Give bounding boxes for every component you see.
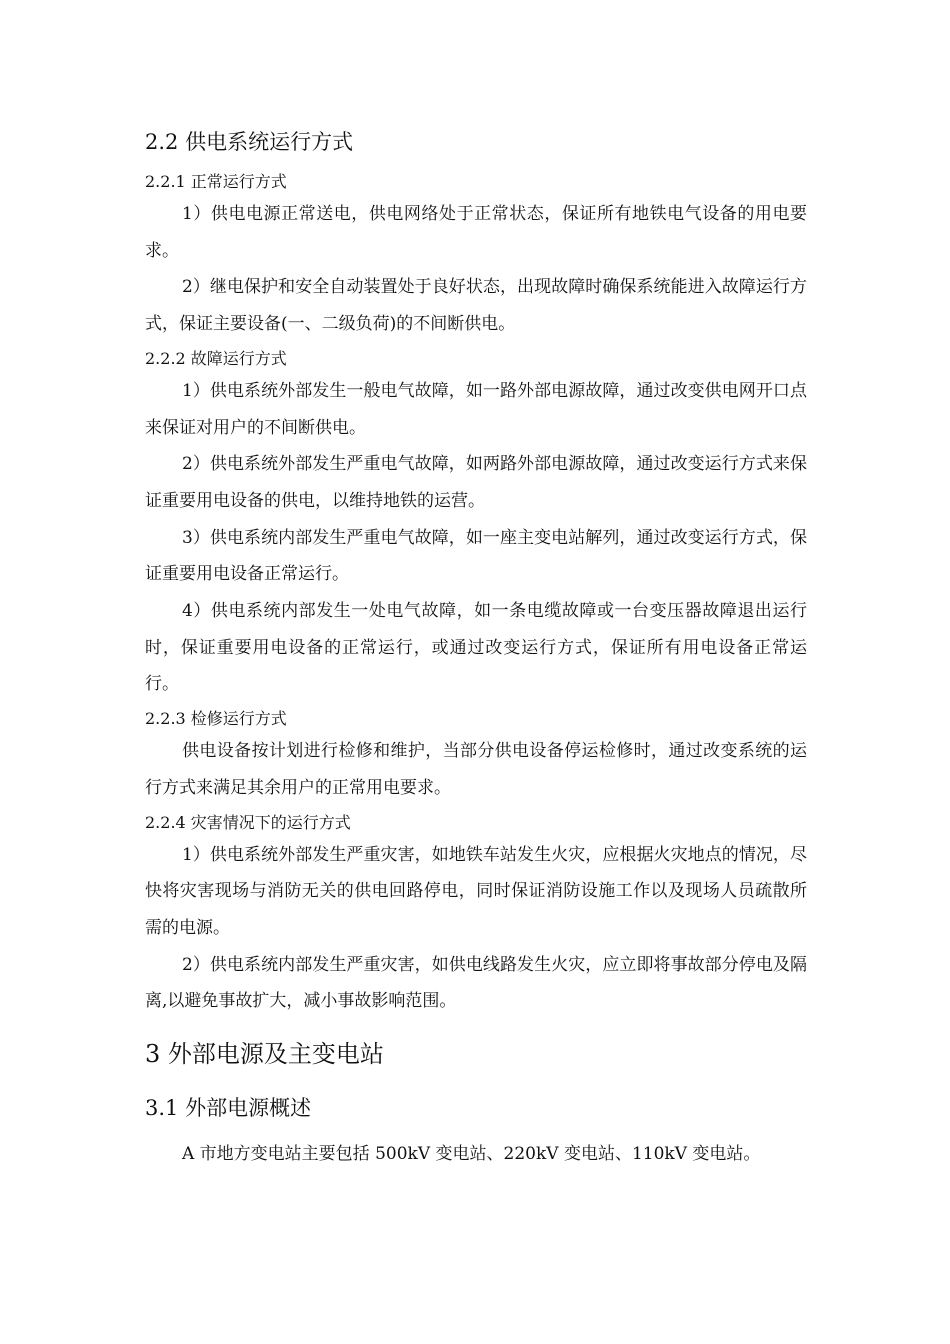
paragraph: A 市地方变电站主要包括 500kV 变电站、220kV 变电站、110kV 变电站。 [182, 1144, 761, 1165]
paragraph: 供电设备按计划进行检修和维护，当部分供电设备停运检修时，通过改变系统的运行方式来满足其余用户的正常用电要求。 [145, 741, 807, 798]
paragraph: 2）供电系统内部发生严重灾害，如供电线路发生火灾，应立即将事故部分停电及隔离,以避免事故扩大，减小事故影响范围。 [145, 954, 807, 1012]
subsection-heading-2-2-4: 2.2.4 灾害情况下的运行方式 [145, 812, 351, 832]
section-heading-3-1: 3.1 外部电源概述 [145, 1096, 312, 1121]
paragraph: 4）供电系统内部发生一处电气故障，如一条电缆故障或一台变压器故障退出运行时，保证重要用电设备的正常运行，或通过改变运行方式，保证所有用电设备正常运行。 [145, 601, 807, 695]
chapter-heading-3: 3 外部电源及主变电站 [145, 1040, 384, 1069]
paragraph: 2）供电系统外部发生严重电气故障，如两路外部电源故障，通过改变运行方式来保证重要用电设备的供电，以维持地铁的运营。 [145, 454, 807, 511]
section-heading-2-2: 2.2 供电系统运行方式 [145, 130, 354, 154]
document-page [145, 120, 807, 1173]
paragraph: 1）供电系统外部发生严重灾害，如地铁车站发生火灾，应根据火灾地点的情况，尽快将灾害现场与消防无关的供电回路停电，同时保证消防设施工作以及现场人员疏散所需的电源。 [145, 844, 807, 938]
subsection-heading-2-2-3: 2.2.3 检修运行方式 [145, 709, 287, 729]
subsection-heading-2-2-1: 2.2.1 正常运行方式 [145, 172, 287, 191]
subsection-heading-2-2-2: 2.2.2 故障运行方式 [145, 348, 287, 368]
paragraph: 1）供电电源正常送电，供电网络处于正常状态，保证所有地铁电气设备的用电要求。 [145, 204, 807, 261]
paragraph: 3）供电系统内部发生严重电气故障，如一座主变电站解列，通过改变运行方式，保证重要用电设备正常运行。 [145, 527, 807, 585]
paragraph: 2）继电保护和安全自动装置处于良好状态，出现故障时确保系统能进入故障运行方式，保证主要设备(一、二级负荷)的不间断供电。 [145, 277, 807, 335]
paragraph: 1）供电系统外部发生一般电气故障，如一路外部电源故障，通过改变供电网开口点来保证对用户的不间断供电。 [145, 380, 807, 438]
